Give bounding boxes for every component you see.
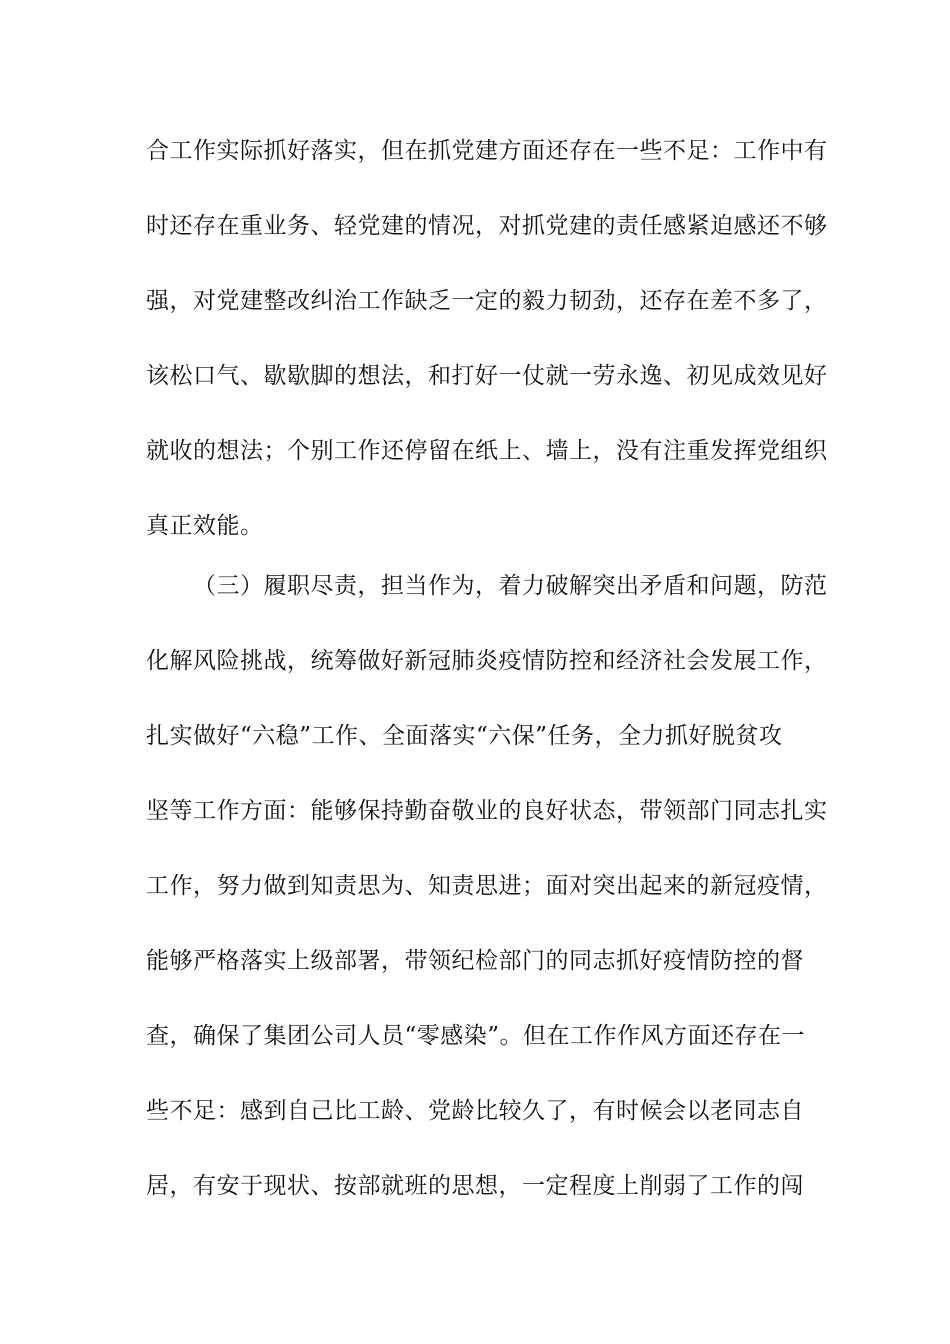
text-line: 合工作实际抓好落实，但在抓党建方面还存在一些不足：工作中有 — [146, 138, 828, 164]
text-line: 工作，努力做到知责思为、知责思进；面对突出起来的新冠疫情， — [146, 873, 828, 899]
text-line: 强，对党建整改纠治工作缺乏一定的毅力韧劲，还存在差不多了， — [146, 288, 828, 314]
text-line: 查，确保了集团公司人员“零感染”。但在工作作风方面还存在一 — [146, 1023, 806, 1049]
text-line: 时还存在重业务、轻党建的情况，对抓党建的责任感紧迫感还不够 — [146, 213, 828, 239]
text-line: 居，有安于现状、按部就班的思想，一定程度上削弱了工作的闯 — [146, 1173, 804, 1199]
text-line: 扎实做好“六稳”工作、全面落实“六保”任务，全力抓好脱贫攻 — [146, 723, 783, 749]
text-line: 坚等工作方面：能够保持勤奋敬业的良好状态，带领部门同志扎实 — [146, 798, 828, 824]
text-line: 真正效能。 — [146, 513, 264, 539]
text-line: 就收的想法；个别工作还停留在纸上、墙上，没有注重发挥党组织 — [146, 438, 828, 464]
text-line: 化解风险挑战，统筹做好新冠肺炎疫情防控和经济社会发展工作， — [146, 648, 828, 674]
paragraph-heading-line: （三）履职尽责，担当作为，着力破解突出矛盾和问题，防范 — [193, 573, 828, 599]
text-line: 能够严格落实上级部署，带领纪检部门的同志抓好疫情防控的督 — [146, 948, 804, 974]
text-line: 些不足：感到自己比工龄、党龄比较久了，有时候会以老同志自 — [146, 1098, 804, 1124]
text-line: 该松口气、歇歇脚的想法，和打好一仗就一劳永逸、初见成效见好 — [146, 363, 828, 389]
